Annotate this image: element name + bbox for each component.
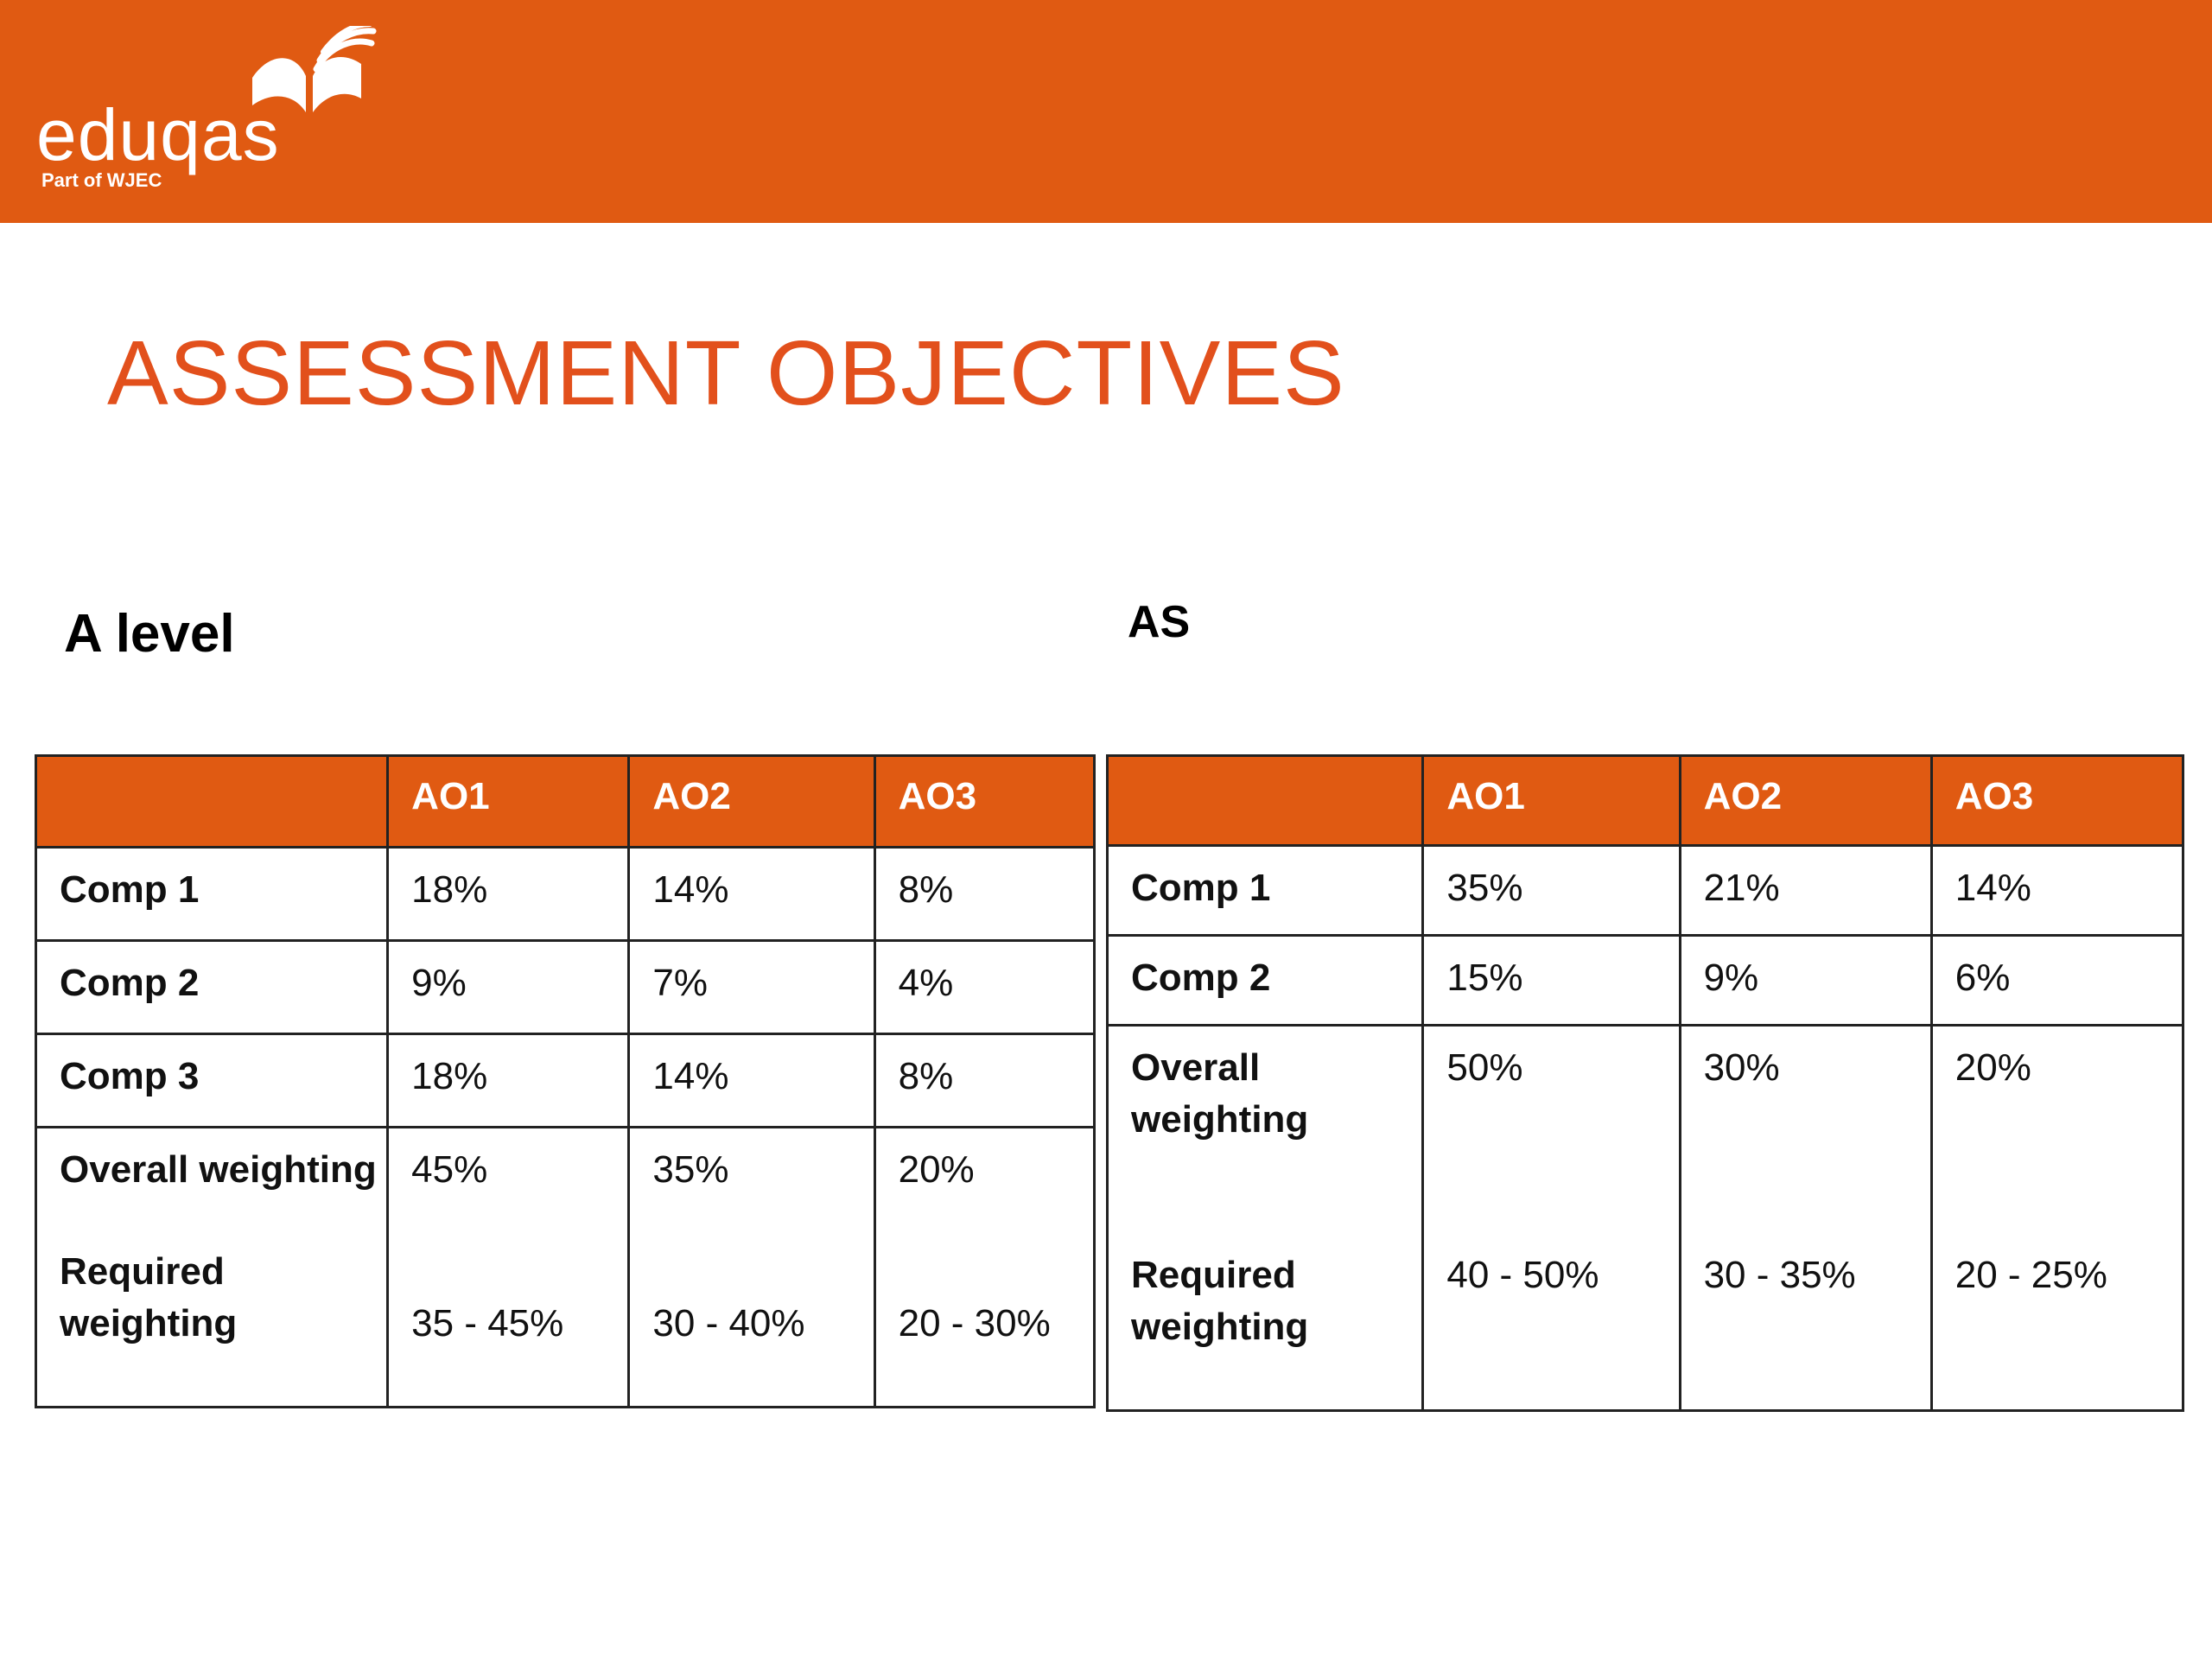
- table-cell: 9%: [388, 941, 629, 1034]
- row-label: [1108, 1026, 1423, 1411]
- weighting-row: [36, 1128, 1095, 1408]
- row-label: Comp 1: [36, 848, 388, 941]
- table-cell: 50% 40 - 50%: [1423, 1026, 1680, 1411]
- overall-weighting-label: Overall weighting: [60, 1148, 377, 1191]
- required-weighting-label: Required weighting: [1131, 1254, 1309, 1348]
- header-cell-ao1: AO1: [1423, 756, 1680, 846]
- header-cell-ao3: AO3: [874, 756, 1094, 848]
- a-level-label: A level: [64, 604, 235, 664]
- row-label: Comp 2: [1108, 936, 1423, 1026]
- header-cell-ao2: AO2: [629, 756, 874, 848]
- table-cell: 18%: [388, 848, 629, 941]
- table-cell: 35%: [1423, 846, 1680, 936]
- table-cell: 15%: [1423, 936, 1680, 1026]
- table-cell: 20% 20 - 30%: [874, 1128, 1094, 1408]
- header-cell-ao1: AO1: [388, 756, 629, 848]
- table-cell: 8%: [874, 1034, 1094, 1128]
- as-table: [1106, 754, 2184, 1412]
- table-header-row: [1108, 756, 2183, 846]
- header-cell-ao2: AO2: [1680, 756, 1931, 846]
- page-title: ASSESSMENT OBJECTIVES: [107, 322, 1345, 424]
- as-label: AS: [1128, 597, 1191, 647]
- table-cell: 8%: [874, 848, 1094, 941]
- table-header-row: [36, 756, 1095, 848]
- table-cell: 14%: [1931, 846, 2183, 936]
- header-cell: [36, 756, 388, 848]
- table-row: [1108, 936, 2183, 1026]
- table-cell: 6%: [1931, 936, 2183, 1026]
- weighting-row: [1108, 1026, 2183, 1411]
- row-label: Comp 3: [36, 1034, 388, 1128]
- a-level-table: [35, 754, 1096, 1408]
- table-row: [1108, 846, 2183, 936]
- table-cell: 7%: [629, 941, 874, 1034]
- table-cell: 14%: [629, 848, 874, 941]
- table-cell: 9%: [1680, 936, 1931, 1026]
- row-label: Comp 1: [1108, 846, 1423, 936]
- table-row: [36, 1034, 1095, 1128]
- table-cell: 35% 30 - 40%: [629, 1128, 874, 1408]
- table-cell: 18%: [388, 1034, 629, 1128]
- overall-weighting-label: Overall weighting: [1131, 1046, 1309, 1141]
- table-cell: 4%: [874, 941, 1094, 1034]
- table-cell: 20% 20 - 25%: [1931, 1026, 2183, 1411]
- table-cell: 45% 35 - 45%: [388, 1128, 629, 1408]
- table-row: [36, 848, 1095, 941]
- header-cell: [1108, 756, 1423, 846]
- brand-name: eduqas: [36, 94, 280, 175]
- required-weighting-label: Required weighting: [60, 1250, 238, 1344]
- row-label: [36, 1128, 388, 1408]
- table-cell: 14%: [629, 1034, 874, 1128]
- header-bar: [0, 0, 2212, 223]
- eduqas-logo: [36, 26, 347, 199]
- row-label: Comp 2: [36, 941, 388, 1034]
- table-row: [36, 941, 1095, 1034]
- table-cell: 21%: [1680, 846, 1931, 936]
- table-cell: 30% 30 - 35%: [1680, 1026, 1931, 1411]
- brand-tagline: Part of WJEC: [41, 169, 162, 191]
- header-cell-ao3: AO3: [1931, 756, 2183, 846]
